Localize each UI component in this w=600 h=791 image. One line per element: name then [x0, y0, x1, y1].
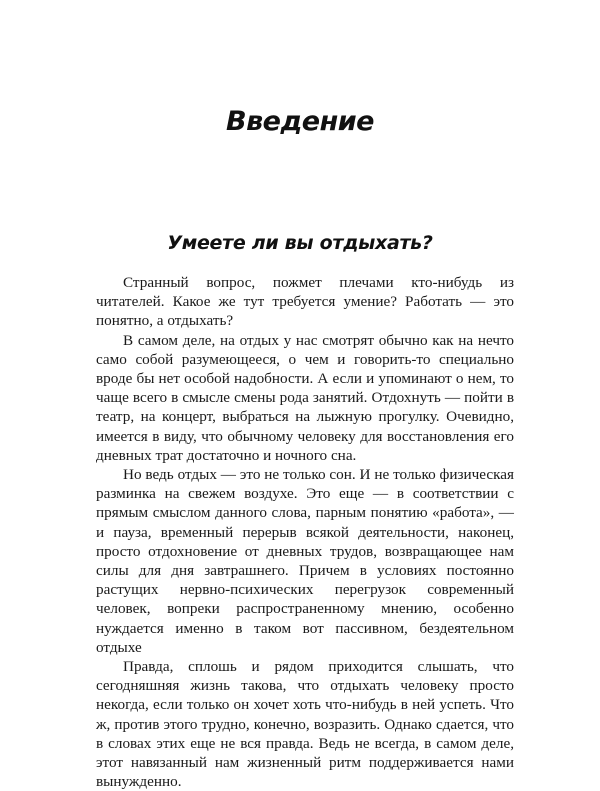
paragraph: В самом деле, на отдых у нас смотрят обычно как на нечто само собой разумеющееся, о чем и говорить-то специально вроде бы нет особой надобности. А если и упоминают о нем, то чаще всего в смысле смены рода занятий. Отдохнуть — пойти в театр, на концерт, выбраться на лыжную прогулку. Очевидно, имеется в виду, что обычному человеку для восстановления его дневных трат достаточно и ночного сна. [96, 331, 514, 464]
paragraph: Правда, сплошь и рядом приходится слышать, что сегодняшняя жизнь такова, что отдыхать человеку просто некогда, если только он хочет хоть что-нибудь в ней успеть. Что ж, против этого трудно, конечно, возразить. Однако сдается, что в словах этих еще не вся правда. Ведь не всегда, в самом деле, этот навязанный нам жизненный ритм поддерживается нами вынужденно. [96, 658, 514, 791]
chapter-title: Введение [226, 106, 374, 137]
section-title: Умеете ли вы отдыхать? [167, 232, 433, 254]
paragraph: Странный вопрос, пожмет плечами кто-нибудь из читателей. Какое же тут требуется умение? Работать — это понятно, а отдыхать? [96, 274, 514, 330]
body-text [96, 273, 514, 791]
paragraph: Но ведь отдых — это не только сон. И не только физическая разминка на свежем воздухе. Это еще — в соответствии с прямым смыслом данного слова, парным понятию «работа», — и пауза, временный перерыв всякой деятельности, наконец, просто отдохновение от дневных трудов, возвращающее нам силы для дня завтрашнего. Причем в условиях постоянно растущих нервно-психических перегрузок современный человек, вопреки распространенному мнению, особенно нуждается именно в таком вот пассивном, бездеятельном отдыхе [96, 466, 514, 656]
